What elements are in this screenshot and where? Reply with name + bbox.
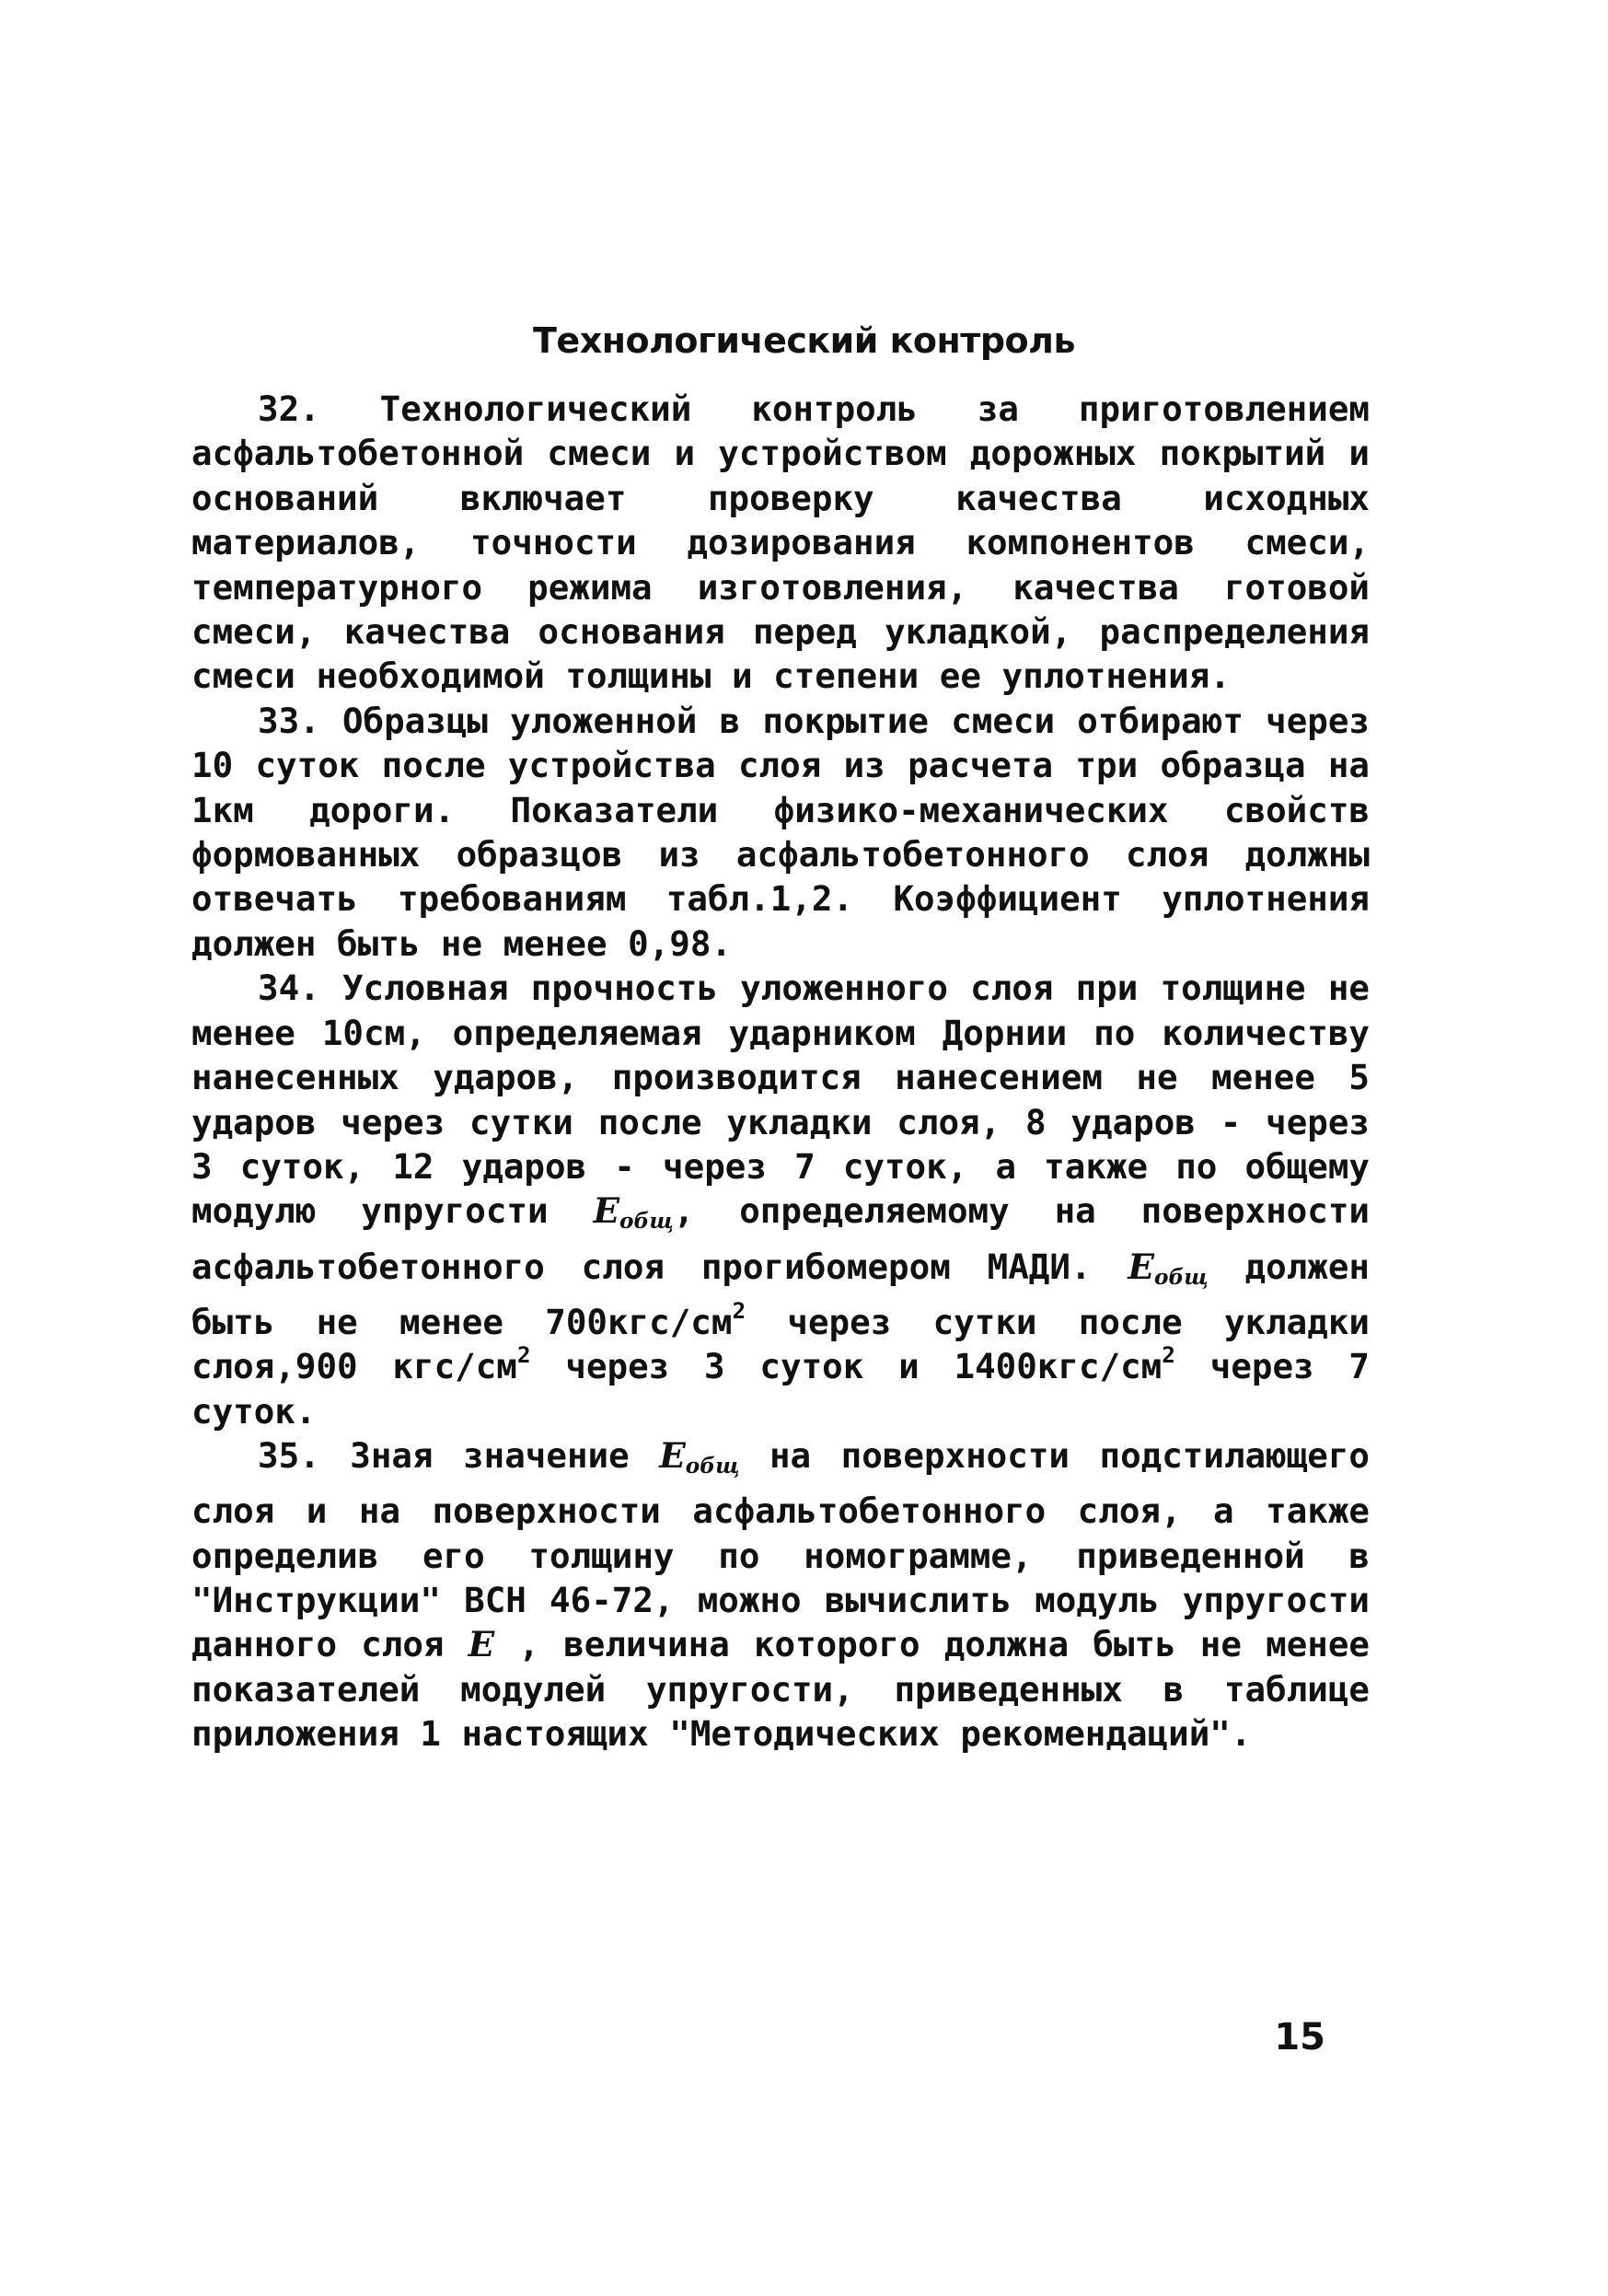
paragraph-34-text-5: через 3 суток и 1400кгс/см [530,1346,1163,1387]
section-title: Технологический контроль [533,320,1075,361]
unit-exponent: 2 [732,1296,746,1324]
paragraph-34-text-3: должен быть не менее 700кгс/см [191,1246,1371,1342]
paragraph-34-text-4: через сутки после укладки слоя,900 кгс/см [191,1301,1370,1387]
modulus-symbol-base: E [1128,1246,1154,1287]
paragraph-35-text-1: 35. Зная значение [258,1434,660,1476]
modulus-symbol [659,1435,739,1476]
modulus-symbol-base: E [659,1434,686,1476]
modulus-symbol [1128,1246,1209,1290]
paragraph-35-text-2: на поверхности подстилающего слоя и на поверхности асфальтобетонного слоя, а также определив его толщину по номограмме, приведенной в "Инструкции" ВСН 46-72, можно вычислить модуль упругости данного слоя [191,1434,1371,1665]
paragraph-34-text-2: , определяемому на поверхности асфальтобетонного слоя прогибомером МАДИ. [191,1190,1370,1287]
modulus-symbol-subscript: общ [619,1209,674,1235]
paragraph-35-text-3: , величина которого должна быть не менее показателей модулей упругости, приведенных в таблице приложения 1 настоящих "Методических рекомендаций". [191,1624,1371,1755]
modulus-symbol-subscript: общ [1154,1264,1209,1290]
modulus-symbol-subscript: общ [685,1453,740,1478]
modulus-symbol-base: E [593,1190,620,1232]
body-text [191,387,1370,1757]
page-number: 15 [1274,2016,1325,2058]
paragraph-34 [191,966,1370,1433]
paragraph-33: 33. Образцы уложенной в покрытие смеси отбирают через 10 суток после устройства слоя из расчета три образца на 1км дороги. Показатели физико-механических свойств формованных образцов из асфальтобетонного слоя должны отвечать требованиям табл.1,2. Коэффициент уплотнения должен быть не менее 0,98. [191,700,1370,964]
layer-modulus-symbol: E [468,1624,495,1665]
unit-exponent: 2 [516,1341,531,1369]
paragraph-34-text-1: 34. Условная прочность уложенного слоя при толщине не менее 10см, определяемая ударником Дорнии по количеству нанесенных ударов, производится нанесением не менее 5 ударов через сутки после укладки слоя, 8 ударов - через 3 суток, 12 ударов - через 7 суток, а также по общему модулю упругости [191,968,1370,1232]
paragraph-34-text-6: через 7 суток. [191,1346,1371,1432]
paragraph-32: 32. Технологический контроль за приготовлением асфальтобетонной смеси и устройством дорожных покрытий и оснований включает проверку качества исходных материалов, точности дозирования компонентов смеси, температурного режима изготовления, качества готовой смеси, качества основания перед укладкой, распределения смеси необходимой толщины и степени ее уплотнения. [191,388,1370,697]
modulus-symbol [593,1190,674,1235]
unit-exponent: 2 [1162,1341,1175,1369]
paragraph-35 [191,1433,1370,1757]
